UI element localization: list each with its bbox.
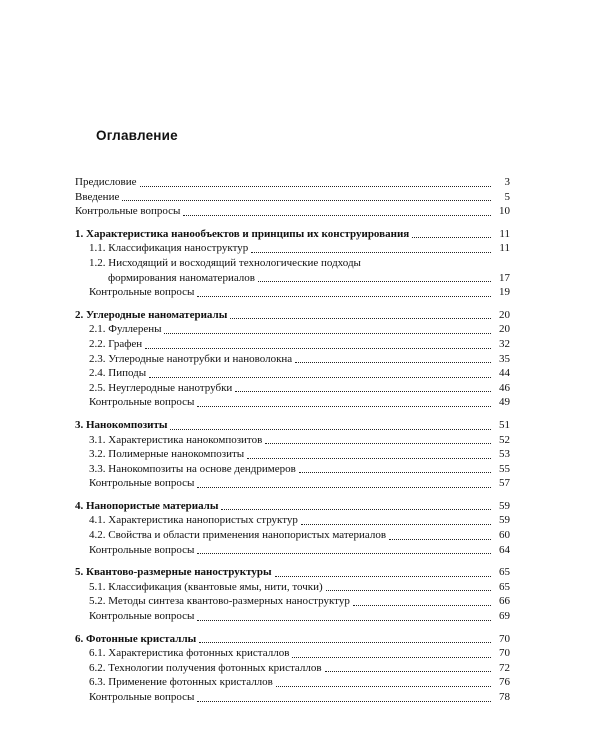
toc-chapter-heading[interactable] (75, 632, 510, 647)
toc-page-number: 11 (499, 227, 510, 240)
toc-entry[interactable] (75, 395, 510, 410)
dot-leader (230, 317, 491, 319)
toc-page-number: 60 (499, 529, 510, 542)
toc-entry[interactable] (75, 204, 510, 219)
toc-entry[interactable] (75, 322, 510, 337)
toc-entry-title: Контрольные вопросы (89, 286, 195, 299)
toc-entry[interactable] (75, 543, 510, 558)
toc-entry[interactable] (75, 513, 510, 528)
toc-entry-title: 3.2. Полимерные нанокомпозиты (89, 448, 245, 461)
toc-page-number: 17 (499, 271, 510, 284)
toc-page-number: 55 (499, 462, 510, 475)
dot-leader (295, 361, 491, 363)
toc-entry-title: 1.1. Классификация наноструктур (89, 242, 249, 255)
toc-page-number: 3 (504, 176, 510, 188)
toc-chapter-heading[interactable] (75, 499, 510, 514)
toc-entry-title: 3.1. Характеристика нанокомпозитов (89, 433, 263, 446)
toc-entry-title: 4.1. Характеристика нанопористых структур (89, 514, 298, 527)
dot-leader (412, 236, 491, 238)
toc-entry-title: Введение (75, 190, 120, 203)
toc-entry-title: 4.2. Свойства и области применения нанопористых материалов (89, 529, 387, 542)
dot-leader (221, 508, 491, 510)
toc-entry[interactable] (75, 661, 510, 676)
toc-entry-title: 3.3. Нанокомпозиты на основе дендримеров (89, 462, 296, 475)
dot-leader (251, 251, 491, 253)
dot-leader (275, 575, 491, 577)
toc-entry[interactable] (75, 381, 510, 396)
toc-page-number: 53 (499, 448, 510, 461)
dot-leader (326, 589, 491, 591)
toc-entry[interactable] (75, 462, 510, 477)
chapter-title: 4. Нанопористые материалы (75, 499, 219, 512)
toc-entry-title: 5.1. Классификация (квантовые ямы, нити, точки) (89, 580, 323, 593)
toc-entry[interactable] (75, 609, 510, 624)
toc-entry-title: 2.1. Фуллерены (89, 323, 162, 336)
toc-entry-title: 5.2. Методы синтеза квантово-размерных наноструктур (89, 595, 350, 608)
table-of-contents (75, 175, 510, 713)
toc-entry-title: 2.3. Углеродные нанотрубки и нановолокна (89, 352, 293, 365)
toc-page-number: 78 (499, 691, 510, 703)
toc-entry[interactable] (75, 675, 510, 690)
toc-entry-title: 1.2. Нисходящий и восходящий технологические подходы (89, 256, 361, 269)
dot-leader (299, 471, 491, 473)
toc-page-number: 20 (499, 323, 510, 336)
dot-leader (353, 604, 491, 606)
toc-page-number: 65 (499, 566, 510, 579)
toc-entry-title: 2.4. Пиподы (89, 367, 147, 380)
toc-page-number: 44 (499, 367, 510, 380)
toc-page-number: 20 (499, 308, 510, 321)
toc-page-number: 57 (499, 477, 510, 490)
dot-leader (197, 552, 491, 554)
toc-entry-title: 2.2. Графен (89, 337, 143, 350)
toc-entry[interactable] (75, 190, 510, 205)
toc-chapter-heading[interactable] (75, 418, 510, 433)
dot-leader (197, 700, 491, 702)
dot-leader (149, 376, 491, 378)
toc-chapter-5 (75, 565, 510, 623)
toc-chapter-2 (75, 308, 510, 410)
dot-leader (145, 347, 491, 349)
toc-entry-title: 6.1. Характеристика фотонных кристаллов (89, 647, 290, 660)
dot-leader (122, 199, 491, 201)
toc-page-number: 11 (499, 242, 510, 255)
dot-leader (247, 457, 491, 459)
chapter-title: 3. Нанокомпозиты (75, 418, 168, 431)
toc-page-number: 59 (499, 499, 510, 512)
toc-entry[interactable] (75, 594, 510, 609)
toc-entry[interactable] (75, 285, 510, 300)
toc-entry[interactable] (75, 690, 510, 705)
toc-page-number: 76 (499, 676, 510, 689)
toc-entry-title-continued: формирования наноматериалов (108, 271, 255, 284)
toc-entry-title: Контрольные вопросы (89, 477, 195, 490)
toc-chapter-4 (75, 499, 510, 557)
toc-entry[interactable] (75, 447, 510, 462)
toc-entry[interactable] (75, 175, 510, 190)
dot-leader (276, 685, 491, 687)
toc-entry-title: 6.3. Применение фотонных кристаллов (89, 676, 273, 689)
toc-chapter-3 (75, 418, 510, 491)
dot-leader (301, 523, 491, 525)
chapter-title: 6. Фотонные кристаллы (75, 632, 197, 645)
toc-entry-line-1[interactable] (75, 256, 510, 271)
toc-page-number: 46 (499, 381, 510, 394)
toc-page-number: 49 (499, 396, 510, 409)
toc-page-number: 5 (504, 190, 510, 203)
toc-chapter-1 (75, 227, 510, 300)
dot-leader (292, 656, 491, 658)
toc-page-number: 35 (499, 352, 510, 365)
dot-leader (183, 214, 491, 216)
toc-page-number: 59 (499, 514, 510, 527)
toc-entry-title: Контрольные вопросы (89, 396, 195, 409)
toc-page-number: 52 (499, 433, 510, 446)
toc-entry-line-2[interactable] (75, 271, 510, 286)
toc-chapter-6 (75, 632, 510, 705)
chapter-title: 1. Характеристика нанообъектов и принципы их конструирования (75, 227, 410, 240)
toc-chapter-heading[interactable] (75, 227, 510, 242)
toc-entry-title: Предисловие (75, 176, 137, 188)
toc-page-number: 51 (499, 418, 510, 431)
chapter-title: 5. Квантово-размерные наноструктуры (75, 566, 272, 579)
toc-entry[interactable] (75, 580, 510, 595)
toc-entry[interactable] (75, 337, 510, 352)
toc-chapter-heading[interactable] (75, 308, 510, 323)
dot-leader (197, 619, 491, 621)
toc-entry-title: Контрольные вопросы (89, 543, 195, 556)
dot-leader (170, 428, 491, 430)
toc-page-number: 66 (499, 595, 510, 608)
toc-entry[interactable] (75, 528, 510, 543)
toc-entry[interactable] (75, 241, 510, 256)
toc-front-matter (75, 175, 510, 219)
dot-leader (197, 405, 491, 407)
dot-leader (199, 641, 491, 643)
toc-entry[interactable] (75, 433, 510, 448)
toc-entry[interactable] (75, 352, 510, 367)
chapter-title: 2. Углеродные наноматериалы (75, 308, 228, 321)
toc-page-number: 69 (499, 610, 510, 623)
toc-entry[interactable] (75, 646, 510, 661)
toc-entry-title: Контрольные вопросы (75, 205, 181, 218)
toc-entry-title: 2.5. Неуглеродные нанотрубки (89, 381, 233, 394)
toc-page-number: 72 (499, 661, 510, 674)
toc-entry-title: Контрольные вопросы (89, 610, 195, 623)
dot-leader (258, 280, 491, 282)
toc-page-number: 32 (499, 337, 510, 350)
toc-entry-title: Контрольные вопросы (89, 691, 195, 703)
dot-leader (389, 538, 491, 540)
dot-leader (235, 390, 491, 392)
toc-chapter-heading[interactable] (75, 565, 510, 580)
toc-page-number: 64 (499, 543, 510, 556)
page-title: Оглавление (96, 128, 178, 143)
toc-entry[interactable] (75, 366, 510, 381)
toc-page-number: 19 (499, 286, 510, 299)
toc-page-number: 10 (499, 205, 510, 218)
toc-page-number: 70 (499, 632, 510, 645)
dot-leader (197, 295, 491, 297)
dot-leader (197, 486, 491, 488)
toc-page-number: 70 (499, 647, 510, 660)
toc-entry-title: 6.2. Технологии получения фотонных кристаллов (89, 661, 322, 674)
dot-leader (140, 185, 492, 187)
dot-leader (164, 332, 491, 334)
dot-leader (325, 670, 491, 672)
dot-leader (265, 442, 491, 444)
toc-page-number: 65 (499, 580, 510, 593)
toc-entry[interactable] (75, 476, 510, 491)
